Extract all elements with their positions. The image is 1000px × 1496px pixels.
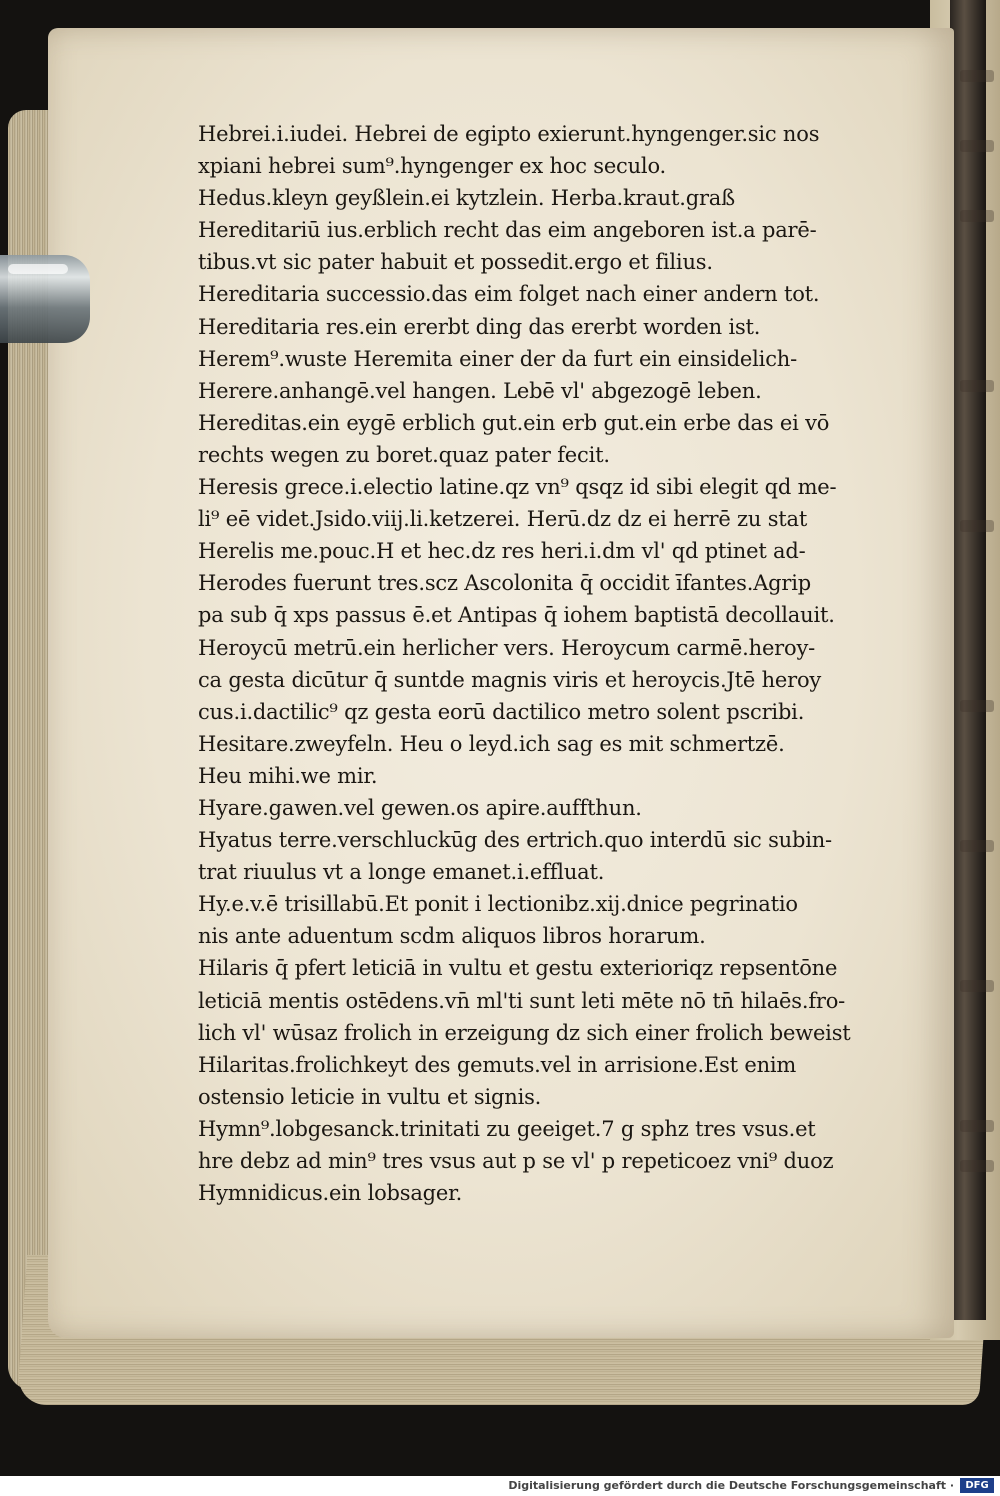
- text-line: Heroycū metrū.ein herlicher vers. Heroycum carmē.heroy-: [198, 635, 816, 660]
- clip-highlight: [8, 264, 68, 274]
- facing-page-text-fragment: [960, 980, 994, 992]
- text-line: Herere.anhangē.vel hangen. Lebē vl' abgezogē leben.: [198, 378, 762, 403]
- facing-page-text-fragment: [960, 70, 994, 82]
- text-line: Hesitare.zweyfeln. Heu o leyd.ich sag es mit schmertzē.: [198, 731, 785, 756]
- funding-credit: Digitalisierung gefördert durch die Deutsche Forschungsgemeinschaft ·: [508, 1479, 954, 1492]
- text-line: Hilaritas.frolichkeyt des gemuts.vel in arrisione.Est enim: [198, 1052, 797, 1077]
- facing-page-text-fragment: [960, 520, 994, 532]
- text-line: Hymn⁹.lobgesanck.trinitati zu geeiget.7 g sphz tres vsus.et: [198, 1116, 816, 1141]
- text-line: Hereditaria successio.das eim folget nach einer andern tot.: [198, 282, 820, 307]
- text-line: leticiā mentis ostēdens.vn̄ ml'ti sunt leti mēte nō tn̄ hilaēs.fro-: [198, 988, 846, 1013]
- text-line: Heu mihi.we mir.: [198, 763, 378, 788]
- dfg-logo: DFG: [960, 1478, 994, 1493]
- text-line: Hereditaria res.ein ererbt ding das ererbt worden ist.: [198, 314, 761, 339]
- text-line: Hy.e.v.ē trisillabū.Et ponit i lectionibz.xij.dnice pegrinatio: [198, 892, 798, 917]
- text-line: cus.i.dactilic⁹ qz gesta eorū dactilico metro solent pscribi.: [198, 699, 805, 724]
- page-text-block: [198, 118, 898, 1209]
- text-line: Hyare.gawen.vel gewen.os apire.auffthun.: [198, 795, 642, 820]
- facing-page-text-fragment: [960, 380, 994, 392]
- text-line: Hyatus terre.verschluckūg des ertrich.quo interdū sic subin-: [198, 828, 832, 853]
- facing-page-text-fragment: [960, 700, 994, 712]
- footer-bar: [0, 1476, 1000, 1496]
- text-line: Hilaris q̄ pfert leticiā in vultu et gestu exterioriqz repsentōne: [198, 956, 838, 981]
- text-line: Herodes fuerunt tres.scz Ascolonita q̄ occidit īfantes.Agrip: [198, 571, 812, 596]
- facing-page-text-fragment: [960, 210, 994, 222]
- text-line: ca gesta dicūtur q̄ suntde magnis viris et heroycis.Jtē heroy: [198, 667, 822, 692]
- text-line: lich vl' wūsaz frolich in erzeigung dz sich einer frolich beweist: [198, 1020, 851, 1045]
- text-line: rechts wegen zu boret.quaz pater fecit.: [198, 442, 610, 467]
- text-line: hre debz ad min⁹ tres vsus aut p se vl' p repeticoez vni⁹ duoz: [198, 1149, 834, 1173]
- facing-page-text-fragment: [960, 140, 994, 152]
- text-line: Hereditariū ius.erblich recht das eim angeboren ist.a parē-: [198, 218, 817, 243]
- text-line: Herem⁹.wuste Heremita einer der da furt ein einsidelich-: [198, 346, 797, 371]
- text-line: ostensio leticie in vultu et signis.: [198, 1084, 542, 1109]
- text-line: trat riuulus vt a longe emanet.i.effluat.: [198, 860, 605, 885]
- text-line: Herelis me.pouc.H et hec.dz res heri.i.dm vl' qd ptinet ad-: [198, 539, 806, 564]
- text-line: Heresis grece.i.electio latine.qz vn⁹ qsqz id sibi elegit qd me-: [198, 475, 837, 500]
- facing-page-text-fragment: [960, 840, 994, 852]
- text-line: xpiani hebrei sum⁹.hyngenger ex hoc seculo.: [198, 154, 667, 179]
- text-line: Hereditas.ein eygē erblich gut.ein erb gut.ein erbe das ei vō: [198, 410, 830, 435]
- text-line: Hedus.kleyn geyßlein.ei kytzlein. Herba.kraut.graß: [198, 186, 735, 211]
- facing-page-text-fragment: [960, 1160, 994, 1172]
- text-line: nis ante aduentum scdm aliquos libros horarum.: [198, 924, 706, 949]
- text-line: tibus.vt sic pater habuit et possedit.ergo et filius.: [198, 250, 713, 275]
- text-line: pa sub q̄ xps passus ē.et Antipas q̄ iohem baptistā decollauit.: [198, 603, 835, 628]
- text-line: li⁹ eē videt.Jsido.viij.li.ketzerei. Herū.dz dz ei herrē zu stat: [198, 507, 808, 532]
- text-line: Hymnidicus.ein lobsager.: [198, 1181, 463, 1206]
- facing-page-text-fragment: [960, 1120, 994, 1132]
- text-line: Hebrei.i.iudei. Hebrei de egipto exierunt.hyngenger.sic nos: [198, 122, 820, 146]
